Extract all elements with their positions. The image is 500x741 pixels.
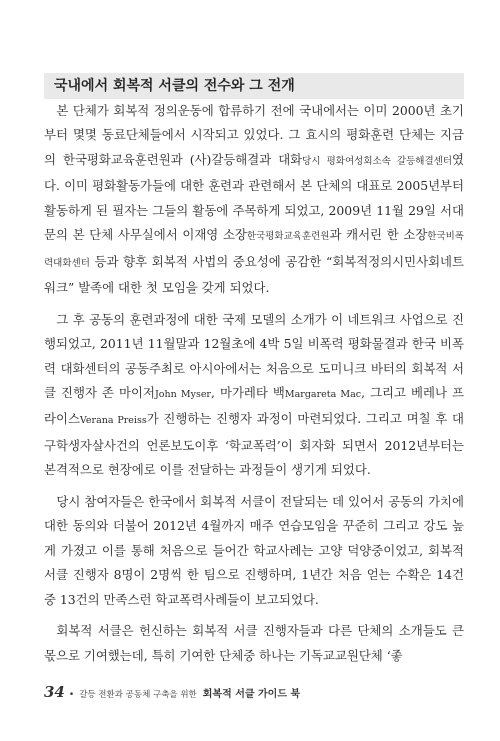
inline-annotation: 당시 평화여성회소속 갈등해결센터: [302, 155, 453, 167]
inline-annotation: 한국평화교육훈련원: [246, 231, 330, 243]
bullet-icon: •: [68, 690, 75, 700]
paragraph: [44, 99, 464, 301]
paragraph-text: , 마가레타 백: [210, 384, 285, 400]
inline-annotation: Verana Preiss: [79, 415, 147, 427]
paragraph-text: 였다. 이미 평화활동가들에 대한 훈련과 관련해서 본 단체의 대표로 2005년부터 활동하게 된 필자는 그들의 활동에 주목하게 되었고, 2009년 11월 29일 서대문의 본 단체 사무실에서 이재영 소장: [44, 151, 464, 243]
paragraph: [44, 619, 464, 668]
book-title: 회복적 서클 가이드 북: [202, 689, 301, 700]
paragraph-text: 등과 향후 회복적 사법의 중요성에 공감한 “회복적정의시민사회네트워크” 발족에 대한 첫 모임을 갖게 되었다.: [44, 253, 464, 296]
paragraph-text: 당시 참여자들은 한국에서 회복적 서클이 전달되는 데 있어서 공동의 가치에 대한 동의와 더불어 2012년 4월까지 매주 연습모임을 꾸준히 그리고 강도 높게 가졌고 이를 통해 처음으로 들어간 학교사례는 고양 덕양중이었고, 회복적서클 진행자 8명이 2명씩 한 팀으로 진행하며, 1년간 처음 얻는 수확은 14건중 13건의 만족스런 학교폭력사례들이 보고되었다.: [44, 493, 464, 607]
page-number: 34: [44, 683, 65, 701]
paragraph-text: 본 단체가 회복적 정의운동에 합류하기 전에 국내에서는 이미 2000년 초기부터 몇몇 동료단체들에서 시작되고 있었다. 그 효시의 평화훈련 단체는 지금의 한국평화교육훈련원과 (사)갈등해결과 대화: [44, 103, 464, 167]
inline-annotation: 한국비폭력대화센터: [44, 231, 464, 269]
page-footer: [44, 683, 300, 703]
paragraph-text: 가 진행하는 진행자 과정이 마련되었다. 그리고 며칠 후 대구학생자살사건의 언론보도이후 ‘학교폭력’이 회자화 되면서 2012년부터는 본격적으로 현장에로 이를 전달하는 과정들이 생기게 되었다.: [44, 411, 464, 478]
inline-annotation: Margareta Mac: [284, 388, 362, 400]
section-heading: 국내에서 회복적 서클의 전수와 그 전개: [44, 73, 464, 99]
paragraph: [44, 308, 464, 483]
body-text: [44, 99, 464, 668]
paragraph-text: 회복적 서클은 헌신하는 회복적 서클 진행자들과 다른 단체의 소개들도 큰 몫으로 기여했는데, 특히 기여한 단체중 하나는 기독교교원단체 ‘좋: [44, 623, 464, 663]
paragraph: [44, 490, 464, 612]
paragraph-text: 그 후 공동의 훈련과정에 대한 국제 모델의 소개가 이 네트워크 사업으로 진행되었고, 2011년 11월말과 12월초에 4박 5일 비폭력 평화물결과 한국 비폭력 대화센터의 공동주최로 아시아에서는 처음으로 도미니크 바터의 회복적 서클 진행자 존 마이저: [44, 311, 464, 400]
inline-annotation: John Myser: [154, 388, 211, 400]
paragraph-text: 과 캐서린 한 소장: [329, 227, 428, 243]
book-subtitle: 갈등 전환과 공동체 구축을 위한: [79, 690, 197, 700]
paragraph-text: , 그리고 베레나 프라이스: [44, 384, 464, 427]
